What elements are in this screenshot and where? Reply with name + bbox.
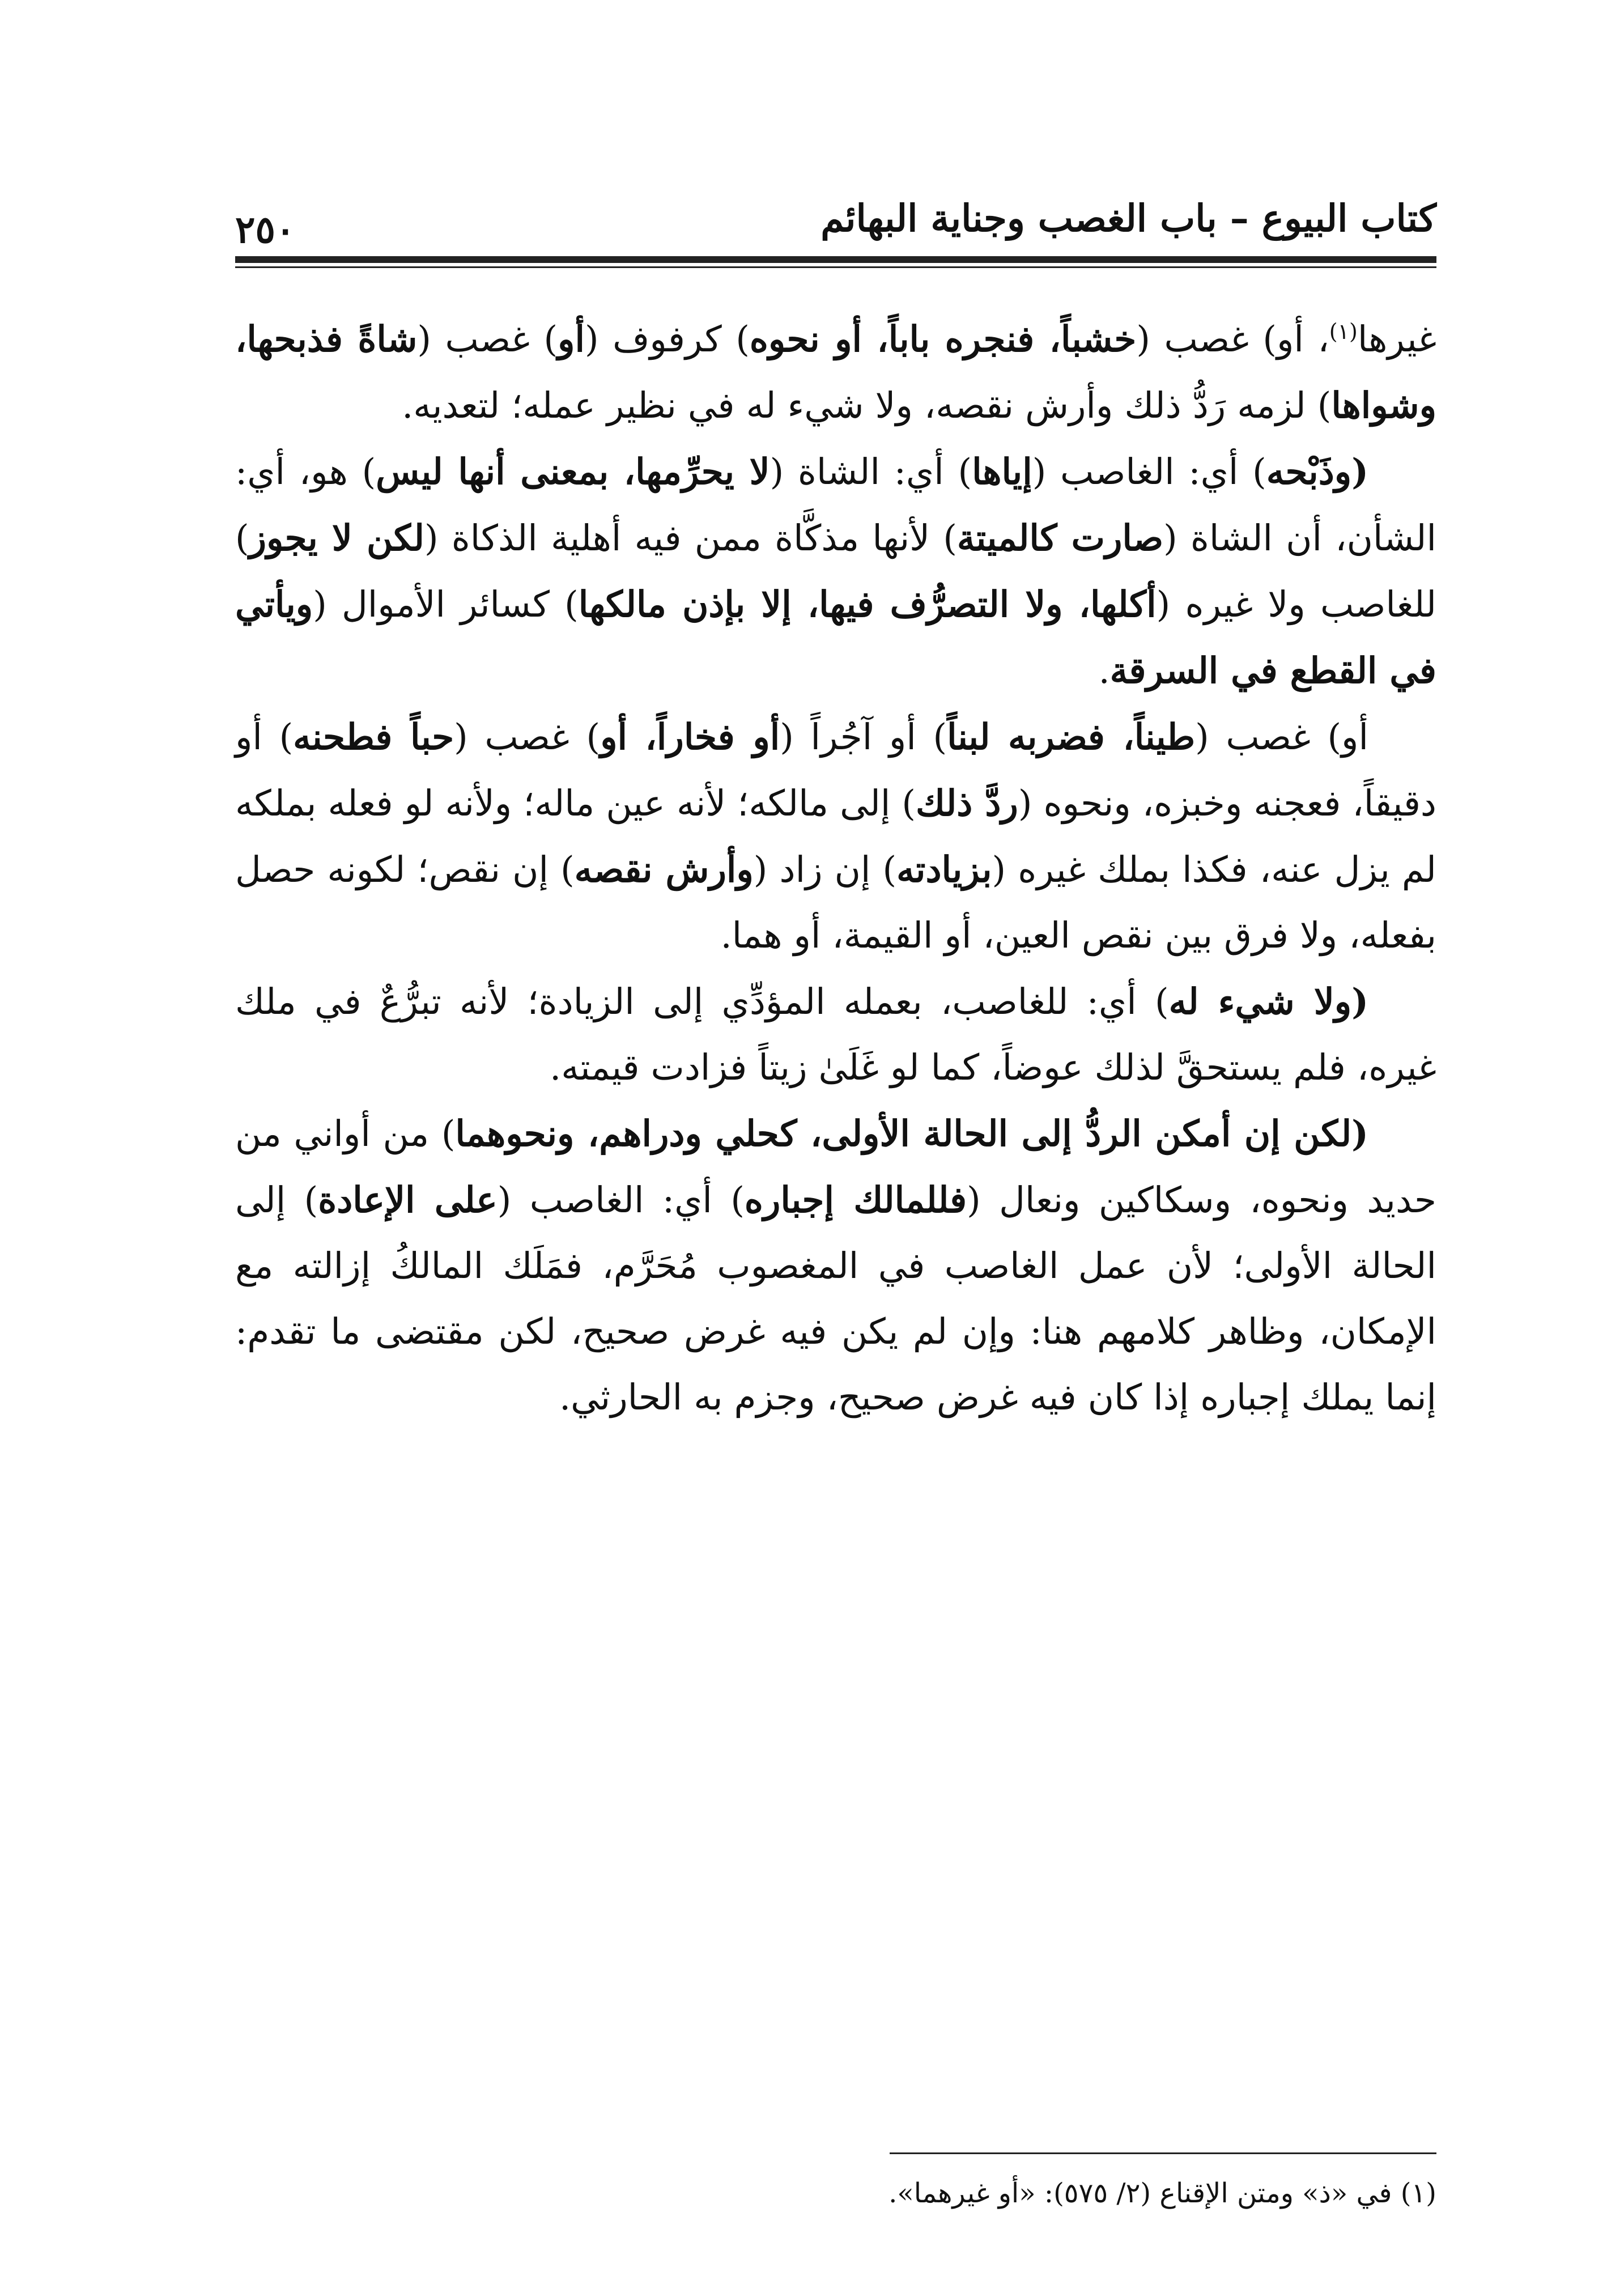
sharh-text: ) إلى مالكه؛ لأنه عين ماله؛ ولأنه لو فعله بملكه لم يزل عنه، فكذا بملك غيره (: [235, 783, 1436, 890]
header-rule-thin: [235, 266, 1436, 268]
page-number: ٢٥٠: [235, 207, 296, 252]
paragraph: [235, 704, 1436, 969]
matn-text: فللمالك إجباره: [744, 1179, 967, 1221]
sharh-text: غيرها: [1357, 319, 1437, 360]
sharh-text: ، أو) غصب (: [1136, 319, 1329, 360]
sharh-text: ) هو، أي: الشأن، أن الشاة (: [235, 451, 1436, 559]
sharh-text: ) غصب (: [417, 319, 558, 360]
sharh-text: أو) غصب (: [1195, 716, 1368, 758]
sharh-text: ) أو آجُراً (: [780, 716, 947, 758]
paragraph: [235, 1101, 1436, 1430]
sharh-text: ) أي: الغاصب (: [497, 1179, 745, 1221]
matn-text: ردَّ ذلك: [916, 782, 1018, 824]
footnote-separator: [890, 2152, 1436, 2154]
matn-text: (ولا شيء له: [1168, 980, 1368, 1022]
matn-text: (لكن إن أمكن الردُّ إلى الحالة الأولى، كحلي ودراهم، ونحوهما: [455, 1112, 1368, 1154]
sharh-text: ) أي: الشاة (: [770, 451, 972, 492]
sharh-text: ) إن زاد (: [753, 849, 897, 890]
matn-text: لكن لا يجوز: [249, 517, 424, 559]
sharh-text: .: [1098, 650, 1110, 691]
matn-text: على الإعادة: [318, 1179, 498, 1221]
sharh-text: ) للغاصب ولا غيره (: [235, 517, 1437, 625]
matn-text: ويأتي في القطع في السرقة: [235, 583, 1436, 691]
matn-text: صارت كالميتة: [956, 517, 1164, 559]
matn-text: حباً فطحنه: [293, 716, 454, 758]
sharh-text: ) إن نقص؛ لكونه حصل بفعله، ولا فرق بين نقص العين، أو القيمة، أو هما.: [235, 849, 1436, 956]
sharh-text: ) لأنها مذكَّاة ممن فيه أهلية الذكاة (: [424, 517, 957, 559]
paragraph: [235, 306, 1436, 439]
running-title: كتاب البيوع – باب الغصب وجناية البهائم: [820, 196, 1436, 240]
sharh-text: ) أو دقيقاً، فعجنه وخبزه، ونحوه (: [235, 716, 1436, 824]
matn-text: لا يحرِّمها، بمعنى أنها ليس: [376, 451, 770, 492]
sharh-text: ) غصب (: [454, 716, 601, 758]
matn-text: (وذَبْحه: [1266, 451, 1368, 492]
paragraph: [235, 439, 1436, 704]
matn-text: إياها: [972, 451, 1032, 492]
sharh-text: ) من أواني من حديد ونحوه، وسكاكين ونعال (: [235, 1113, 1436, 1221]
page-header: [235, 187, 1436, 255]
matn-text: وأرش نقصه: [574, 848, 754, 890]
footnote: (١) في «ذ» ومتن الإقناع (٢/ ٥٧٥): «أو غيرهما».: [888, 2177, 1436, 2209]
sharh-text: ) لزمه رَدُّ ذلك وأرش نقصه، ولا شيء له في نظير عمله؛ لتعديه.: [402, 385, 1332, 426]
sharh-text: ) أي: الغاصب (: [1032, 451, 1266, 492]
matn-text: أكلها، ولا التصرُّف فيها، إلا بإذن مالكها: [578, 583, 1157, 625]
header-rule-thick: [235, 256, 1436, 263]
footnote-ref: (١): [1329, 319, 1358, 344]
matn-text: أو: [558, 318, 585, 360]
sharh-text: ) كسائر الأموال (: [313, 584, 579, 625]
matn-text: طيناً، فضربه لبناً: [947, 716, 1196, 758]
matn-text: خشباً، فنجره باباً، أو نحوه: [749, 318, 1137, 360]
matn-text: شاةً فذبحها، وشواها: [235, 318, 1436, 426]
sharh-text: ) كرفوف (: [584, 319, 750, 360]
matn-text: بزيادته: [896, 848, 992, 890]
sharh-text: ) أي: للغاصب، بعمله المؤدِّي إلى الزيادة؛ لأنه تبرُّعٌ في ملك غيره، فلم يستحقَّ لذلك عوضاً، كما لو غَلَىٰ زيتاً فزادت قيمته.: [235, 981, 1436, 1088]
paragraph: [235, 969, 1436, 1101]
sharh-text: ) إلى الحالة الأولى؛ لأن عمل الغاصب في المغصوب مُحَرَّم، فمَلَك المالكُ إزالته مع الإمكان، وظاهر كلامهم هنا: وإن لم يكن فيه غرض صحيح، لكن مقتضى ما تقدم: إنما يملك إجباره إذا كان فيه غرض صحيح، وجزم به الحارثي.: [235, 1179, 1436, 1418]
matn-text: أو فخاراً، أو: [600, 716, 780, 758]
body-text: [235, 306, 1436, 1430]
